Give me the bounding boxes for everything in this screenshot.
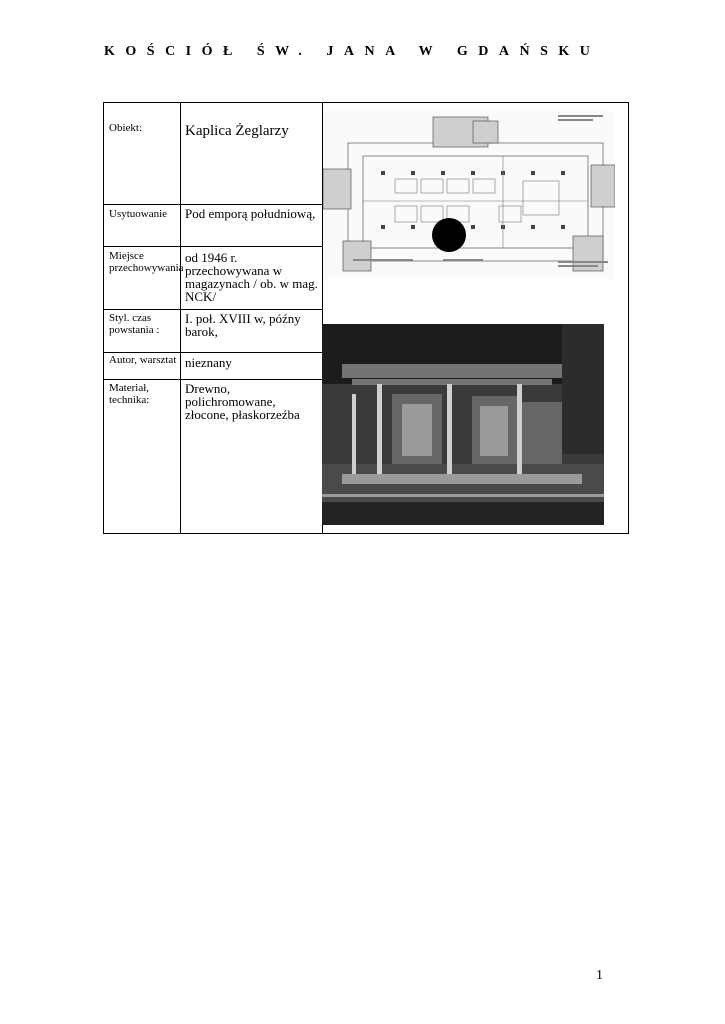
row-divider (104, 246, 322, 247)
label-object: Obiekt: (109, 122, 142, 134)
row-divider (104, 309, 322, 310)
value-author: nieznany (185, 355, 232, 370)
label-material: Materiał, technika: (109, 382, 150, 406)
value-object: Kaplica Żeglarzy (185, 123, 289, 139)
label-style-period: Styl. czas powstania : (109, 312, 160, 336)
row-divider (104, 204, 322, 205)
value-material: Drewno, polichromowane, złocone, płaskorzeźba (185, 381, 300, 422)
label-location: Usytuowanie (109, 208, 168, 220)
value-storage: od 1946 r. przechowywana w magazynach / ob. w mag. NCK/ (185, 250, 318, 304)
label-storage: Miejsce przechowywania (109, 250, 184, 274)
floor-plan-image (323, 111, 615, 279)
chapel-photo (322, 324, 604, 525)
page-number: 1 (596, 968, 603, 983)
row-divider (104, 352, 322, 353)
value-location: Pod emporą południową, (185, 206, 316, 221)
value-style-period: I. poł. XVIII w, późny barok, (185, 311, 301, 339)
document-header: KOŚCIÓŁ ŚW. JANA W GDAŃSKU (104, 44, 601, 59)
label-author: Autor, warsztat (109, 354, 177, 366)
row-divider (104, 379, 322, 380)
